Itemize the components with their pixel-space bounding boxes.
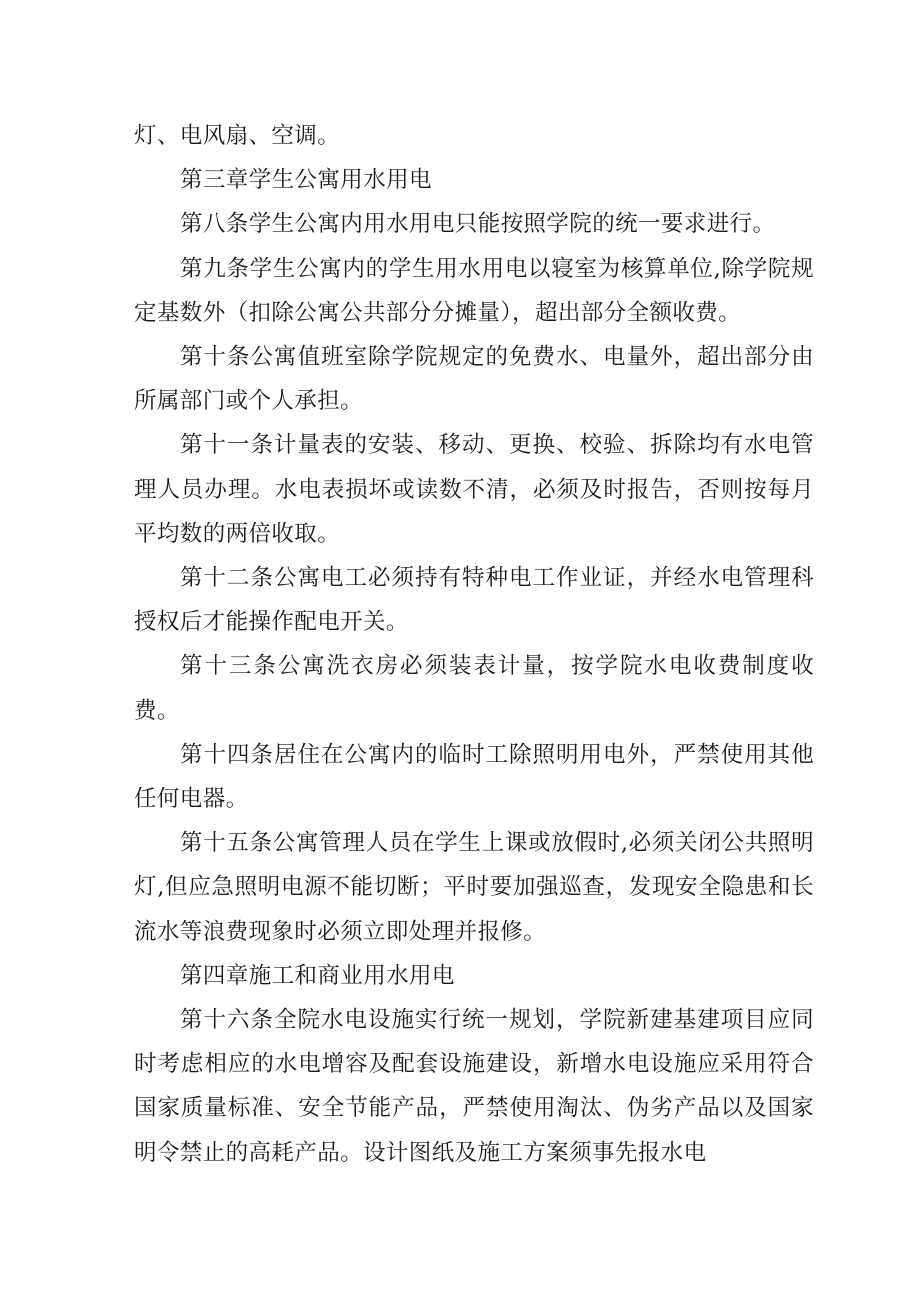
document-body — [134, 114, 814, 1175]
article-15: 第十五条公寓管理人员在学生上课或放假时,必须关闭公共照明灯,但应急照明电源不能切断；平时要加强巡查，发现安全隐患和长流水等浪费现象时必须立即处理并报修。 — [134, 830, 814, 945]
article-12: 第十二条公寓电工必须持有特种电工作业证，并经水电管理科授权后才能操作配电开关。 — [134, 565, 814, 636]
article-13: 第十三条公寓洗衣房必须装表计量，按学院水电收费制度收费。 — [134, 653, 814, 724]
article-14: 第十四条居住在公寓内的临时工除照明用电外，严禁使用其他任何电器。 — [134, 741, 814, 813]
chapter-heading-3: 第三章学生公寓用水用电 — [180, 167, 432, 194]
article-9: 第九条学生公寓内的学生用水用电以寝室为核算单位,除学院规定基数外（扣除公寓公共部分分摊量），超出部分全额收费。 — [134, 255, 814, 326]
chapter-heading-4: 第四章施工和商业用水用电 — [180, 962, 455, 989]
article-8: 第八条学生公寓内用水用电只能按照学院的统一要求进行。 — [180, 211, 776, 238]
paragraph-continuation: 灯、电风扇、空调。 — [134, 123, 341, 149]
article-10: 第十条公寓值班室除学院规定的免费水、电量外，超出部分由所属部门或个人承担。 — [134, 344, 814, 415]
article-16: 第十六条全院水电设施实行统一规划，学院新建基建项目应同时考虑相应的水电增容及配套设施建设，新增水电设施应采用符合国家质量标准、安全节能产品，严禁使用淘汰、伪劣产品以及国家明令禁止的高耗产品。设计图纸及施工方案须事先报水电 — [134, 1007, 814, 1166]
article-11: 第十一条计量表的安装、移动、更换、校验、拆除均有水电管理人员办理。水电表损坏或读数不清，必须及时报告，否则按每月平均数的两倍收取。 — [134, 432, 814, 547]
